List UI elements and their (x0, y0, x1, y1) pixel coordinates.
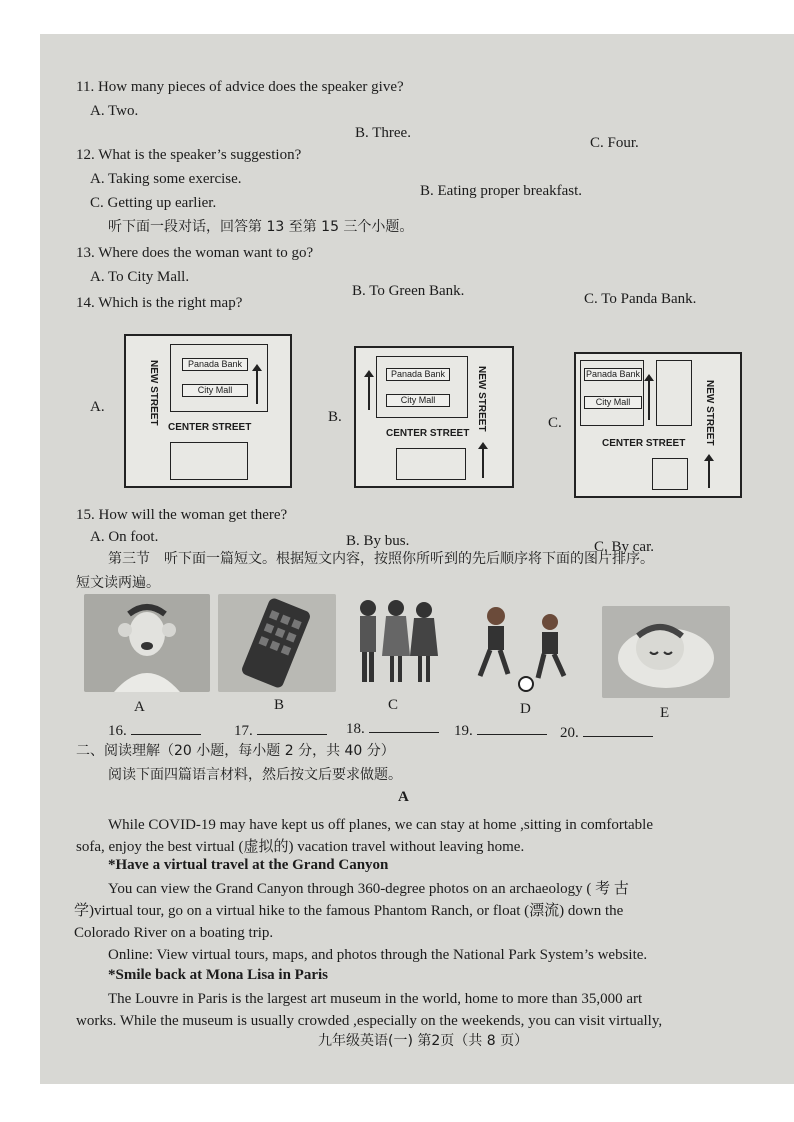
q11-option-b: B. Three. (355, 125, 411, 141)
q15-option-c: C. By car. (594, 539, 654, 555)
blank-18-line[interactable] (369, 720, 439, 733)
map-b-arrow-up-2 (482, 448, 484, 478)
picture-a-girl-covering-ears (84, 594, 210, 692)
blank-18-number: 18. (346, 721, 365, 737)
q15-stem: 15. How will the woman get there? (76, 507, 288, 523)
q13-option-b: B. To Green Bank. (352, 283, 465, 299)
section3-line1: 第三节 听下面一篇短文。根据短文内容，按照你所听到的先后顺序将下面的图片排序。 (108, 551, 654, 567)
map-b-label: B. (328, 409, 342, 425)
map-b-city-mall: City Mall (386, 394, 450, 407)
q13-option-a: A. To City Mall. (90, 269, 190, 285)
blank-20-line[interactable] (583, 724, 653, 737)
map-c-label: C. (548, 415, 562, 431)
q11-option-a: A. Two. (90, 103, 139, 119)
q12-option-b: B. Eating proper breakfast. (420, 183, 583, 199)
map-c-center-street: CENTER STREET (602, 438, 686, 449)
map-b-block-top (376, 356, 468, 418)
q13-option-c: C. To Panda Bank. (584, 291, 697, 307)
picture-b-phone (218, 594, 336, 692)
part2-title: 二、阅读理解（20 小题，每小题 2 分，共 40 分） (76, 743, 395, 759)
blank-20[interactable] (560, 724, 653, 742)
map-a-block-bottom (170, 442, 248, 480)
section3-line2: 短文读两遍。 (76, 575, 160, 591)
passage-p1-line1: While COVID-19 may have kept us off planes, we can stay at home ,sitting in comfortable (108, 817, 653, 833)
instruction-13-15: 听下面一段对话，回答第 13 至第 15 三个小题。 (108, 219, 414, 235)
map-b-new-street: NEW STREET (476, 366, 487, 432)
passage-a-label: A (398, 789, 409, 805)
picture-b-label: B (274, 697, 285, 713)
map-c-arrow-up-2 (708, 460, 710, 488)
q11-stem: 11. How many pieces of advice does the speaker give? (76, 79, 404, 95)
passage-p2-line1: You can view the Grand Canyon through 360-degree photos on an archaeology ( 考 古 (108, 881, 629, 897)
q11-option-c: C. Four. (590, 135, 639, 151)
map-a-center-street: CENTER STREET (168, 422, 252, 433)
map-a-label: A. (90, 399, 105, 415)
map-a-new-street: NEW STREET (148, 360, 159, 426)
picture-d-label: D (520, 701, 531, 717)
picture-e-sleeping-kid (602, 606, 730, 698)
map-a-panda-bank: Panada Bank (182, 358, 248, 371)
blank-17-line[interactable] (257, 722, 327, 735)
passage-p4-line1: The Louvre in Paris is the largest art museum in the world, home to more than 35,000 art (108, 991, 643, 1007)
blank-19-number: 19. (454, 723, 473, 739)
blank-19-line[interactable] (477, 722, 547, 735)
passage-heading-2: *Smile back at Mona Lisa in Paris (108, 967, 329, 983)
blank-19[interactable] (454, 722, 547, 740)
picture-d-boys-football (460, 604, 590, 692)
picture-e-label: E (660, 705, 670, 721)
map-c-city-mall: City Mall (584, 396, 642, 409)
q12-stem: 12. What is the speaker’s suggestion? (76, 147, 302, 163)
map-c-block-right (656, 360, 692, 426)
map-b-arrow-up (368, 376, 370, 410)
picture-a-label: A (134, 699, 145, 715)
blank-16-number: 16. (108, 723, 127, 739)
q12-option-a: A. Taking some exercise. (90, 171, 242, 187)
q12-option-c: C. Getting up earlier. (90, 195, 217, 211)
q14-stem: 14. Which is the right map? (76, 295, 243, 311)
map-c-panda-bank: Panada Bank (585, 369, 641, 379)
passage-p2-line3: Colorado River on a boating trip. (74, 925, 274, 941)
part2-instruction: 阅读下面四篇语言材料，然后按文后要求做题。 (108, 767, 402, 783)
passage-p4-line2: works. While the museum is usually crowded ,especially on the weekends, you can visit virtually, (76, 1013, 663, 1029)
blank-17-number: 17. (234, 723, 253, 739)
map-c-new-street: NEW STREET (704, 380, 715, 446)
map-b (354, 346, 514, 488)
map-c-arrow-up (648, 380, 650, 420)
q15-option-a: A. On foot. (90, 529, 159, 545)
map-a-city-mall: City Mall (182, 384, 248, 397)
exam-page (40, 34, 794, 1084)
blank-18[interactable] (346, 720, 439, 738)
passage-heading-1: *Have a virtual travel at the Grand Canyon (108, 857, 389, 873)
passage-p1-line2: sofa, enjoy the best virtual (虚拟的) vacation travel without leaving home. (76, 839, 525, 855)
blank-17[interactable] (234, 722, 327, 740)
page-footer: 九年级英语(一) 第2页（共 8 页） (318, 1033, 529, 1049)
map-c-block-bottom (652, 458, 688, 490)
map-a-arrow-up (256, 370, 258, 404)
q13-stem: 13. Where does the woman want to go? (76, 245, 314, 261)
map-c (574, 352, 742, 498)
map-a-block-top (170, 344, 268, 412)
picture-c-label: C (388, 697, 399, 713)
blank-20-number: 20. (560, 725, 579, 741)
passage-p2-line2: 学)virtual tour, go on a virtual hike to the famous Phantom Ranch, or float (漂流) down the (74, 903, 624, 919)
map-b-block-bottom (396, 448, 466, 480)
picture-c-three-kids (348, 594, 444, 694)
passage-p3: Online: View virtual tours, maps, and photos through the National Park System’s website. (108, 947, 648, 963)
map-a (124, 334, 292, 488)
map-b-center-street: CENTER STREET (386, 428, 470, 439)
map-b-panda-bank: Panada Bank (386, 368, 450, 381)
blank-16[interactable] (108, 722, 201, 740)
q15-option-b: B. By bus. (346, 533, 410, 549)
blank-16-line[interactable] (131, 722, 201, 735)
